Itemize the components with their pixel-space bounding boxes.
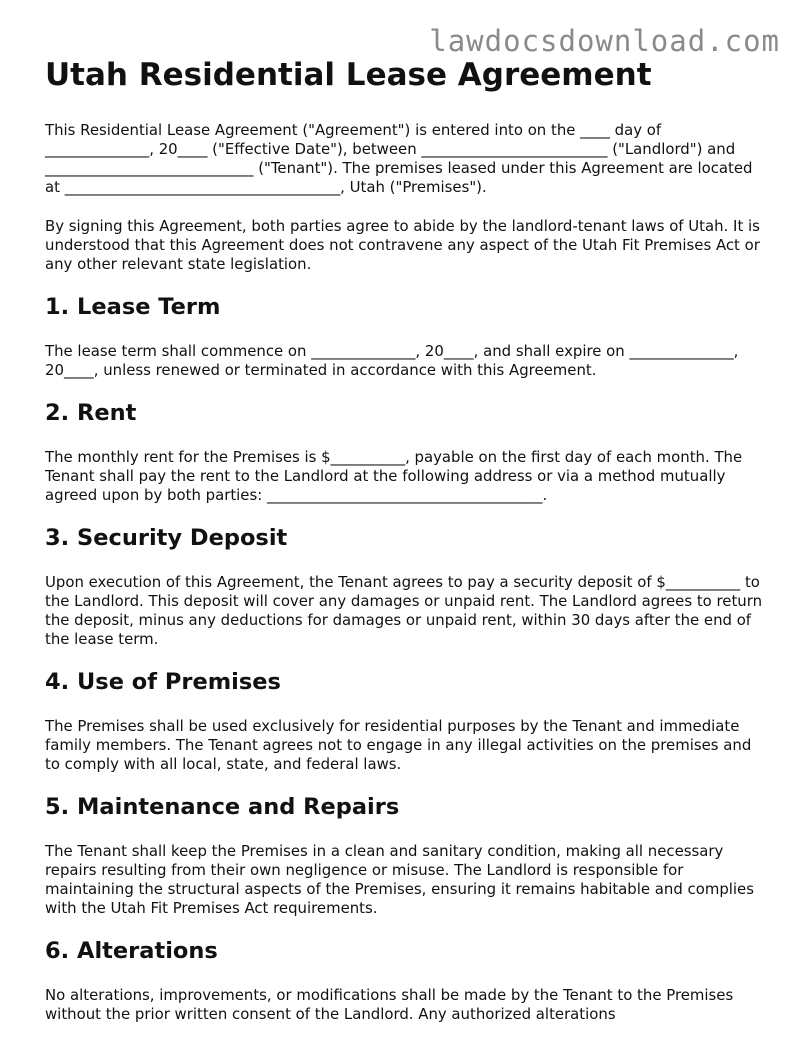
section-body: The monthly rent for the Premises is $__________, payable on the first day of each month. The Tenant shall pay the rent to the Landlord at the following address or via a method mutually agreed upon by both parties: _____________________________________.	[45, 447, 743, 504]
section-heading: 3. Security Deposit	[45, 524, 288, 551]
section-lease-term	[45, 294, 770, 380]
section-body: No alterations, improvements, or modifications shall be made by the Tenant to the Premises without the prior written consent of the Landlord. Any authorized alterations	[45, 985, 734, 1023]
document-page	[45, 56, 770, 1044]
section-heading: 1. Lease Term	[45, 293, 221, 320]
section-rent	[45, 400, 770, 505]
section-security-deposit	[45, 525, 770, 649]
watermark: lawdocsdownload.com	[429, 24, 780, 58]
section-heading: 6. Alterations	[45, 937, 218, 964]
section-body: The lease term shall commence on ______________, 20____, and shall expire on ______________, 20____, unless renewed or terminated in accordance with this Agreement.	[45, 341, 739, 379]
document-title: Utah Residential Lease Agreement	[45, 57, 652, 93]
intro-paragraph: This Residential Lease Agreement ("Agreement") is entered into on the ____ day of ______________, 20____ ("Effective Date"), between _________________________ ("Landlord") and ____________________________ ("Tenant"). The premises leased under this Agreement are located at _____________________________________, Utah ("Premises").	[45, 120, 753, 196]
section-body: The Premises shall be used exclusively for residential purposes by the Tenant and immediate family members. The Tenant agrees not to engage in any illegal activities on the premises and to comply with all local, state, and federal laws.	[45, 716, 752, 773]
section-maintenance-repairs	[45, 794, 770, 918]
section-body: Upon execution of this Agreement, the Tenant agrees to pay a security deposit of $__________ to the Landlord. This deposit will cover any damages or unpaid rent. The Landlord agrees to return the deposit, minus any deductions for damages or unpaid rent, within 30 days after the end of the lease term.	[45, 572, 763, 648]
intro-paragraph: By signing this Agreement, both parties agree to abide by the landlord-tenant laws of Utah. It is understood that this Agreement does not contravene any aspect of the Utah Fit Premises Act or any other relevant state legislation.	[45, 216, 760, 273]
section-heading: 5. Maintenance and Repairs	[45, 793, 400, 820]
section-heading: 2. Rent	[45, 399, 137, 426]
section-alterations	[45, 938, 770, 1024]
section-use-of-premises	[45, 669, 770, 774]
section-body: The Tenant shall keep the Premises in a clean and sanitary condition, making all necessary repairs resulting from their own negligence or misuse. The Landlord is responsible for maintaining the structural aspects of the Premises, ensuring it remains habitable and complies with the Utah Fit Premises Act requirements.	[45, 841, 754, 917]
section-heading: 4. Use of Premises	[45, 668, 281, 695]
